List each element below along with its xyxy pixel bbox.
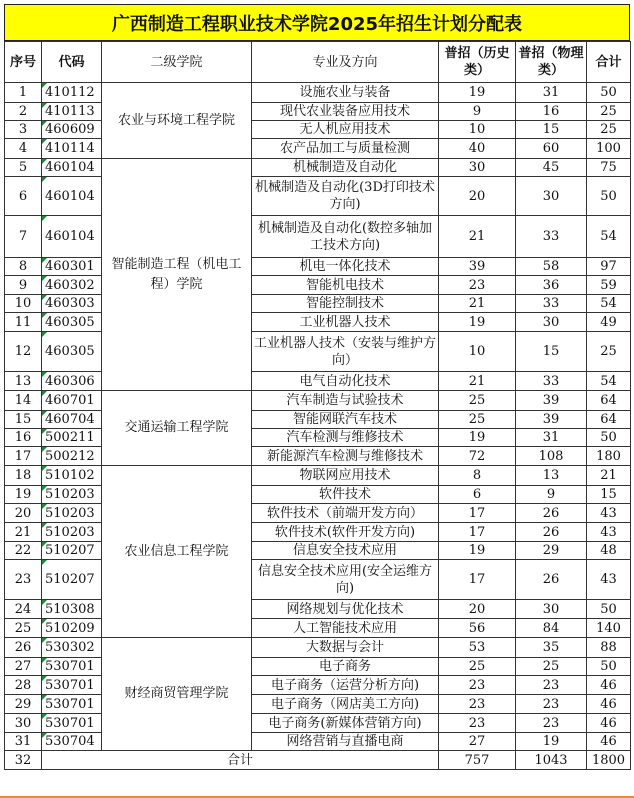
physics-cell: 39 (516, 411, 587, 429)
major-cell: 机械制造及自动化 (252, 159, 439, 177)
table-row (5, 276, 631, 295)
total-row (5, 751, 631, 770)
seq-cell: 23 (5, 560, 42, 600)
college-cell: 农业信息工程学院 (102, 466, 252, 638)
major-cell: 汽车制造与试验技术 (252, 391, 439, 411)
history-cell: 25 (439, 391, 516, 411)
seq-cell: 5 (5, 159, 42, 177)
code-cell: 410114 (42, 139, 102, 159)
physics-cell: 15 (516, 121, 587, 139)
total-cell: 25 (587, 332, 631, 372)
major-cell: 软件技术（前端开发方向） (252, 504, 439, 523)
total-history-cell: 757 (439, 751, 516, 770)
total-cell: 46 (587, 714, 631, 733)
table-row (5, 714, 631, 733)
table-row (5, 103, 631, 121)
total-cell: 21 (587, 466, 631, 486)
header-row (5, 42, 631, 83)
seq-cell: 10 (5, 295, 42, 313)
code-cell: 510102 (42, 466, 102, 486)
table-row (5, 658, 631, 676)
table-row (5, 216, 631, 258)
seq-cell: 7 (5, 216, 42, 258)
major-cell: 智能控制技术 (252, 295, 439, 313)
major-cell: 农产品加工与质量检测 (252, 139, 439, 159)
code-cell: 460305 (42, 332, 102, 372)
code-cell: 410112 (42, 83, 102, 103)
code-cell: 460302 (42, 276, 102, 295)
physics-cell: 60 (516, 139, 587, 159)
seq-cell: 2 (5, 103, 42, 121)
table-row (5, 695, 631, 714)
major-cell: 工业机器人技术 (252, 313, 439, 332)
total-cell: 64 (587, 411, 631, 429)
seq-cell: 16 (5, 429, 42, 447)
table-row (5, 83, 631, 103)
physics-cell: 84 (516, 619, 587, 638)
seq-cell: 20 (5, 504, 42, 523)
table-row (5, 159, 631, 177)
seq-cell: 3 (5, 121, 42, 139)
total-cell: 25 (587, 121, 631, 139)
history-cell: 56 (439, 619, 516, 638)
major-cell: 信息安全技术应用(安全运维方向) (252, 560, 439, 600)
table-row (5, 638, 631, 658)
table-row (5, 447, 631, 466)
physics-cell: 26 (516, 523, 587, 542)
header-college: 二级学院 (102, 42, 252, 83)
physics-cell: 15 (516, 332, 587, 372)
code-cell: 460104 (42, 177, 102, 216)
table-row (5, 391, 631, 411)
seq-cell: 6 (5, 177, 42, 216)
table-row (5, 313, 631, 332)
history-cell: 23 (439, 276, 516, 295)
total-cell: 140 (587, 619, 631, 638)
history-cell: 17 (439, 560, 516, 600)
table-row (5, 619, 631, 638)
code-cell: 500211 (42, 429, 102, 447)
history-cell: 19 (439, 429, 516, 447)
table-row (5, 258, 631, 276)
physics-cell: 19 (516, 733, 587, 751)
major-cell: 现代农业装备应用技术 (252, 103, 439, 121)
major-cell: 智能机电技术 (252, 276, 439, 295)
header-physics: 普招（物理类） (516, 42, 587, 83)
major-cell: 工业机器人技术（安装与维护方向） (252, 332, 439, 372)
physics-cell: 31 (516, 83, 587, 103)
physics-cell: 30 (516, 177, 587, 216)
history-cell: 23 (439, 714, 516, 733)
code-cell: 530701 (42, 695, 102, 714)
code-cell: 460701 (42, 391, 102, 411)
code-cell: 460306 (42, 372, 102, 391)
total-cell: 75 (587, 159, 631, 177)
major-cell: 机械制造及自动化(数控多轴加工技术方向) (252, 216, 439, 258)
total-cell: 50 (587, 600, 631, 619)
total-seq-cell: 32 (5, 751, 42, 770)
total-physics-cell: 1043 (516, 751, 587, 770)
seq-cell: 29 (5, 695, 42, 714)
total-cell: 59 (587, 276, 631, 295)
history-cell: 23 (439, 676, 516, 695)
total-cell: 100 (587, 139, 631, 159)
major-cell: 汽车检测与维修技术 (252, 429, 439, 447)
major-cell: 软件技术(软件开发方向) (252, 523, 439, 542)
table-row (5, 177, 631, 216)
history-cell: 10 (439, 121, 516, 139)
seq-cell: 30 (5, 714, 42, 733)
major-cell: 电气自动化技术 (252, 372, 439, 391)
major-cell: 网络规划与优化技术 (252, 600, 439, 619)
code-cell: 510209 (42, 619, 102, 638)
seq-cell: 21 (5, 523, 42, 542)
table-row (5, 295, 631, 313)
code-cell: 530701 (42, 714, 102, 733)
seq-cell: 13 (5, 372, 42, 391)
seq-cell: 9 (5, 276, 42, 295)
college-cell: 财经商贸管理学院 (102, 638, 252, 751)
table-row (5, 411, 631, 429)
table-row (5, 733, 631, 751)
header-history: 普招（历史类） (439, 42, 516, 83)
code-cell: 510207 (42, 542, 102, 560)
history-cell: 25 (439, 411, 516, 429)
total-label-cell: 合计 (42, 751, 439, 770)
total-cell: 50 (587, 429, 631, 447)
history-cell: 23 (439, 695, 516, 714)
code-cell: 500212 (42, 447, 102, 466)
table-row (5, 523, 631, 542)
total-cell: 50 (587, 177, 631, 216)
history-cell: 8 (439, 466, 516, 486)
history-cell: 40 (439, 139, 516, 159)
table-row (5, 372, 631, 391)
physics-cell: 36 (516, 276, 587, 295)
table-row (5, 542, 631, 560)
total-cell: 15 (587, 486, 631, 504)
header-seq: 序号 (5, 42, 42, 83)
code-cell: 460104 (42, 216, 102, 258)
history-cell: 30 (439, 159, 516, 177)
physics-cell: 39 (516, 391, 587, 411)
seq-cell: 25 (5, 619, 42, 638)
total-cell: 50 (587, 83, 631, 103)
code-cell: 460301 (42, 258, 102, 276)
history-cell: 72 (439, 447, 516, 466)
major-cell: 物联网应用技术 (252, 466, 439, 486)
total-cell: 49 (587, 313, 631, 332)
history-cell: 20 (439, 600, 516, 619)
physics-cell: 29 (516, 542, 587, 560)
history-cell: 9 (439, 103, 516, 121)
physics-cell: 26 (516, 560, 587, 600)
physics-cell: 16 (516, 103, 587, 121)
code-cell: 530701 (42, 676, 102, 695)
seq-cell: 24 (5, 600, 42, 619)
seq-cell: 4 (5, 139, 42, 159)
major-cell: 网络营销与直播电商 (252, 733, 439, 751)
seq-cell: 17 (5, 447, 42, 466)
major-cell: 电子商务（运营分析方向) (252, 676, 439, 695)
code-cell: 530302 (42, 638, 102, 658)
physics-cell: 108 (516, 447, 587, 466)
total-cell: 43 (587, 560, 631, 600)
history-cell: 10 (439, 332, 516, 372)
code-cell: 460104 (42, 159, 102, 177)
seq-cell: 22 (5, 542, 42, 560)
table-title: 广西制造工程职业技术学院2025年招生计划分配表 (4, 4, 630, 41)
major-cell: 软件技术 (252, 486, 439, 504)
history-cell: 6 (439, 486, 516, 504)
total-cell: 180 (587, 447, 631, 466)
college-cell: 交通运输工程学院 (102, 391, 252, 466)
history-cell: 53 (439, 638, 516, 658)
physics-cell: 33 (516, 216, 587, 258)
history-cell: 19 (439, 542, 516, 560)
physics-cell: 9 (516, 486, 587, 504)
code-cell: 460305 (42, 313, 102, 332)
table-row (5, 466, 631, 486)
enrollment-table (4, 41, 631, 770)
code-cell: 530704 (42, 733, 102, 751)
seq-cell: 27 (5, 658, 42, 676)
seq-cell: 18 (5, 466, 42, 486)
code-cell: 510203 (42, 486, 102, 504)
physics-cell: 23 (516, 714, 587, 733)
table-row (5, 560, 631, 600)
seq-cell: 14 (5, 391, 42, 411)
major-cell: 电子商务(新媒体营销方向) (252, 714, 439, 733)
history-cell: 39 (439, 258, 516, 276)
physics-cell: 58 (516, 258, 587, 276)
code-cell: 460303 (42, 295, 102, 313)
total-cell: 64 (587, 391, 631, 411)
total-cell: 43 (587, 523, 631, 542)
seq-cell: 11 (5, 313, 42, 332)
total-cell: 54 (587, 372, 631, 391)
physics-cell: 31 (516, 429, 587, 447)
seq-cell: 1 (5, 83, 42, 103)
table-row (5, 121, 631, 139)
major-cell: 机电一体化技术 (252, 258, 439, 276)
code-cell: 510203 (42, 523, 102, 542)
table-row (5, 332, 631, 372)
total-cell: 25 (587, 103, 631, 121)
history-cell: 27 (439, 733, 516, 751)
physics-cell: 13 (516, 466, 587, 486)
total-cell: 54 (587, 295, 631, 313)
college-cell: 农业与环境工程学院 (102, 83, 252, 159)
table-row (5, 429, 631, 447)
seq-cell: 8 (5, 258, 42, 276)
header-code: 代码 (42, 42, 102, 83)
physics-cell: 35 (516, 638, 587, 658)
total-cell: 50 (587, 658, 631, 676)
total-cell: 46 (587, 733, 631, 751)
history-cell: 17 (439, 523, 516, 542)
history-cell: 21 (439, 295, 516, 313)
seq-cell: 31 (5, 733, 42, 751)
seq-cell: 28 (5, 676, 42, 695)
physics-cell: 33 (516, 295, 587, 313)
major-cell: 无人机应用技术 (252, 121, 439, 139)
history-cell: 21 (439, 372, 516, 391)
physics-cell: 30 (516, 600, 587, 619)
history-cell: 25 (439, 658, 516, 676)
table-body (5, 83, 631, 770)
physics-cell: 45 (516, 159, 587, 177)
history-cell: 17 (439, 504, 516, 523)
header-total: 合计 (587, 42, 631, 83)
total-cell: 97 (587, 258, 631, 276)
table-row (5, 676, 631, 695)
seq-cell: 26 (5, 638, 42, 658)
history-cell: 20 (439, 177, 516, 216)
seq-cell: 12 (5, 332, 42, 372)
header-major: 专业及方向 (252, 42, 439, 83)
seq-cell: 19 (5, 486, 42, 504)
total-cell: 43 (587, 504, 631, 523)
code-cell: 510203 (42, 504, 102, 523)
history-cell: 21 (439, 216, 516, 258)
table-row (5, 139, 631, 159)
code-cell: 530701 (42, 658, 102, 676)
major-cell: 电子商务（网店美工方向) (252, 695, 439, 714)
code-cell: 510207 (42, 560, 102, 600)
code-cell: 510308 (42, 600, 102, 619)
table-row (5, 504, 631, 523)
total-cell: 46 (587, 695, 631, 714)
major-cell: 设施农业与装备 (252, 83, 439, 103)
physics-cell: 23 (516, 695, 587, 714)
code-cell: 460704 (42, 411, 102, 429)
physics-cell: 23 (516, 676, 587, 695)
enrollment-plan-sheet (4, 4, 630, 770)
code-cell: 410113 (42, 103, 102, 121)
major-cell: 电子商务 (252, 658, 439, 676)
physics-cell: 26 (516, 504, 587, 523)
history-cell: 19 (439, 83, 516, 103)
code-cell: 460609 (42, 121, 102, 139)
physics-cell: 30 (516, 313, 587, 332)
major-cell: 信息安全技术应用 (252, 542, 439, 560)
major-cell: 人工智能技术应用 (252, 619, 439, 638)
total-cell: 48 (587, 542, 631, 560)
physics-cell: 33 (516, 372, 587, 391)
college-cell: 智能制造工程（机电工程）学院 (102, 159, 252, 391)
major-cell: 机械制造及自动化(3D打印技术方向) (252, 177, 439, 216)
table-row (5, 600, 631, 619)
table-row (5, 486, 631, 504)
physics-cell: 25 (516, 658, 587, 676)
total-cell: 46 (587, 676, 631, 695)
major-cell: 新能源汽车检测与维修技术 (252, 447, 439, 466)
total-sum-cell: 1800 (587, 751, 631, 770)
total-cell: 88 (587, 638, 631, 658)
history-cell: 19 (439, 313, 516, 332)
seq-cell: 15 (5, 411, 42, 429)
major-cell: 智能网联汽车技术 (252, 411, 439, 429)
major-cell: 大数据与会计 (252, 638, 439, 658)
total-cell: 54 (587, 216, 631, 258)
